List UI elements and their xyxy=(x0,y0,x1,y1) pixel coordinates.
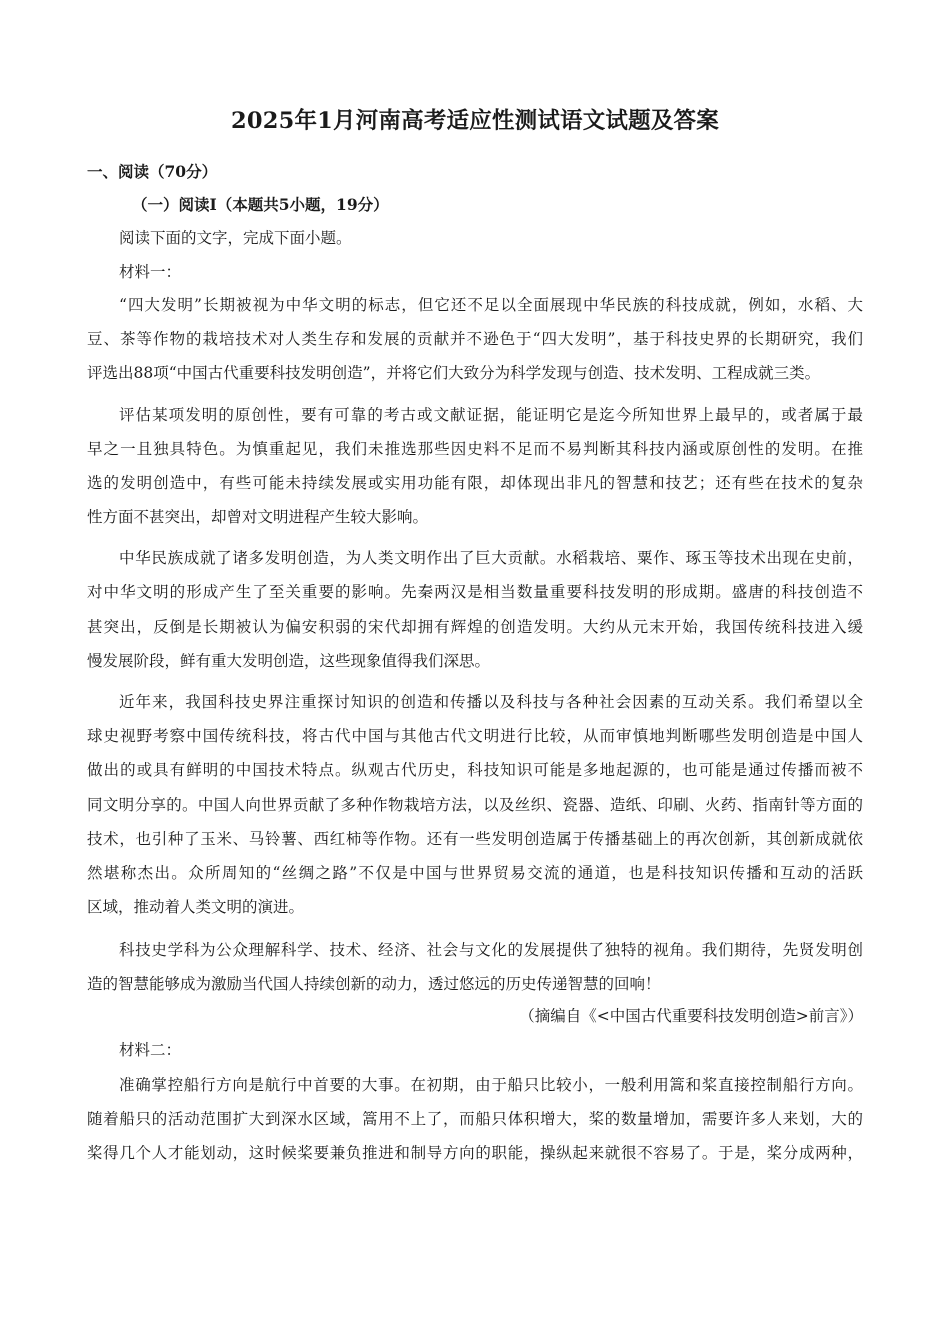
paragraph-line: 早之一且独具特色。为慎重起见，我们未推选那些因史料不足而不易判断其科技内涵或原创性的发明。在推 xyxy=(87,440,863,458)
paragraph-line: 准确掌控船行方向是航行中首要的大事。在初期，由于船只比较小，一般利用篙和桨直接控制船行方向。 xyxy=(119,1076,863,1094)
paragraph-line: 做出的或具有鲜明的中国技术特点。纵观古代历史，科技知识可能是多地起源的，也可能是通过传播而被不 xyxy=(87,761,863,779)
paragraph-line: 近年来，我国科技史界注重探讨知识的创造和传播以及科技与各种社会因素的互动关系。我们希望以全 xyxy=(119,693,863,711)
paragraph-line: 甚突出，反倒是长期被认为偏安积弱的宋代却拥有辉煌的创造发明。大约从元末开始，我国传统科技进入缓 xyxy=(87,618,863,636)
material2-label: 材料二： xyxy=(119,1041,182,1059)
paragraph-line: 同文明分享的。中国人向世界贡献了多种作物栽培方法，以及丝织、瓷器、造纸、印刷、火药、指南针等方面的 xyxy=(87,796,863,814)
page-title: 2025年1月河南高考适应性测试语文试题及答案 xyxy=(231,108,719,134)
paragraph-line: 中华民族成就了诸多发明创造，为人类文明作出了巨大贡献。水稻栽培、粟作、琢玉等技术出现在史前， xyxy=(119,549,863,567)
paragraph-line: 随着船只的活动范围扩大到深水区域，篙用不上了，而船只体积增大，桨的数量增加，需要许多人来划，大的 xyxy=(87,1110,863,1128)
material1-source: （摘编自《<中国古代重要科技发明创造>前言》） xyxy=(519,1007,863,1025)
paragraph-line: 豆、茶等作物的栽培技术对人类生存和发展的贡献并不逊色于“四大发明”，基于科技史界的长期研究，我们 xyxy=(87,330,863,348)
paragraph-line: 慢发展阶段，鲜有重大发明创造，这些现象值得我们深思。 xyxy=(87,652,491,670)
instruction-text: 阅读下面的文字，完成下面小题。 xyxy=(119,229,352,247)
paragraph-line: 科技史学科为公众理解科学、技术、经济、社会与文化的发展提供了独特的视角。我们期待，先贤发明创 xyxy=(119,941,863,959)
paragraph-line: 评估某项发明的原创性，要有可靠的考古或文献证据，能证明它是迄今所知世界上最早的，或者属于最 xyxy=(119,406,863,424)
section-heading: 一、阅读（70分） xyxy=(87,162,218,181)
paragraph-line: 性方面不甚突出，却曾对文明进程产生较大影响。 xyxy=(87,508,429,526)
paragraph-line: 桨得几个人才能划动，这时候桨要兼负推进和制导方向的职能，操纵起来就很不容易了。于是，桨分成两种， xyxy=(87,1144,863,1162)
paragraph-line: 区域，推动着人类文明的演进。 xyxy=(87,898,305,916)
paragraph-line: 球史视野考察中国传统科技，将古代中国与其他古代文明进行比较，从而审慎地判断哪些发明创造是中国人 xyxy=(87,727,863,745)
paragraph-line: 对中华文明的形成产生了至关重要的影响。先秦两汉是相当数量重要科技发明的形成期。盛唐的科技创造不 xyxy=(87,583,863,601)
paragraph-line: “四大发明”长期被视为中华文明的标志，但它还不足以全面展现中华民族的科技成就，例如，水稻、大 xyxy=(119,296,863,314)
paragraph-line: 评选出88项“中国古代重要科技发明创造”，并将它们大致分为科学发现与创造、技术发明、工程成就三类。 xyxy=(87,364,821,382)
paragraph-line: 选的发明创造中，有些可能未持续发展或实用功能有限，却体现出非凡的智慧和技艺；还有些在技术的复杂 xyxy=(87,474,863,492)
material1-label: 材料一： xyxy=(119,263,182,281)
paragraph-line: 造的智慧能够成为激励当代国人持续创新的动力，透过悠远的历史传递智慧的回响！ xyxy=(87,975,661,993)
subsection-heading: （一）阅读Ⅰ（本题共5小题，19分） xyxy=(132,195,389,214)
paragraph-line: 技术，也引种了玉米、马铃薯、西红柿等作物。还有一些发明创造属于传播基础上的再次创新，其创新成就依 xyxy=(87,830,863,848)
paragraph-line: 然堪称杰出。众所周知的“丝绸之路”不仅是中国与世界贸易交流的通道，也是科技知识传播和互动的活跃 xyxy=(87,864,863,882)
